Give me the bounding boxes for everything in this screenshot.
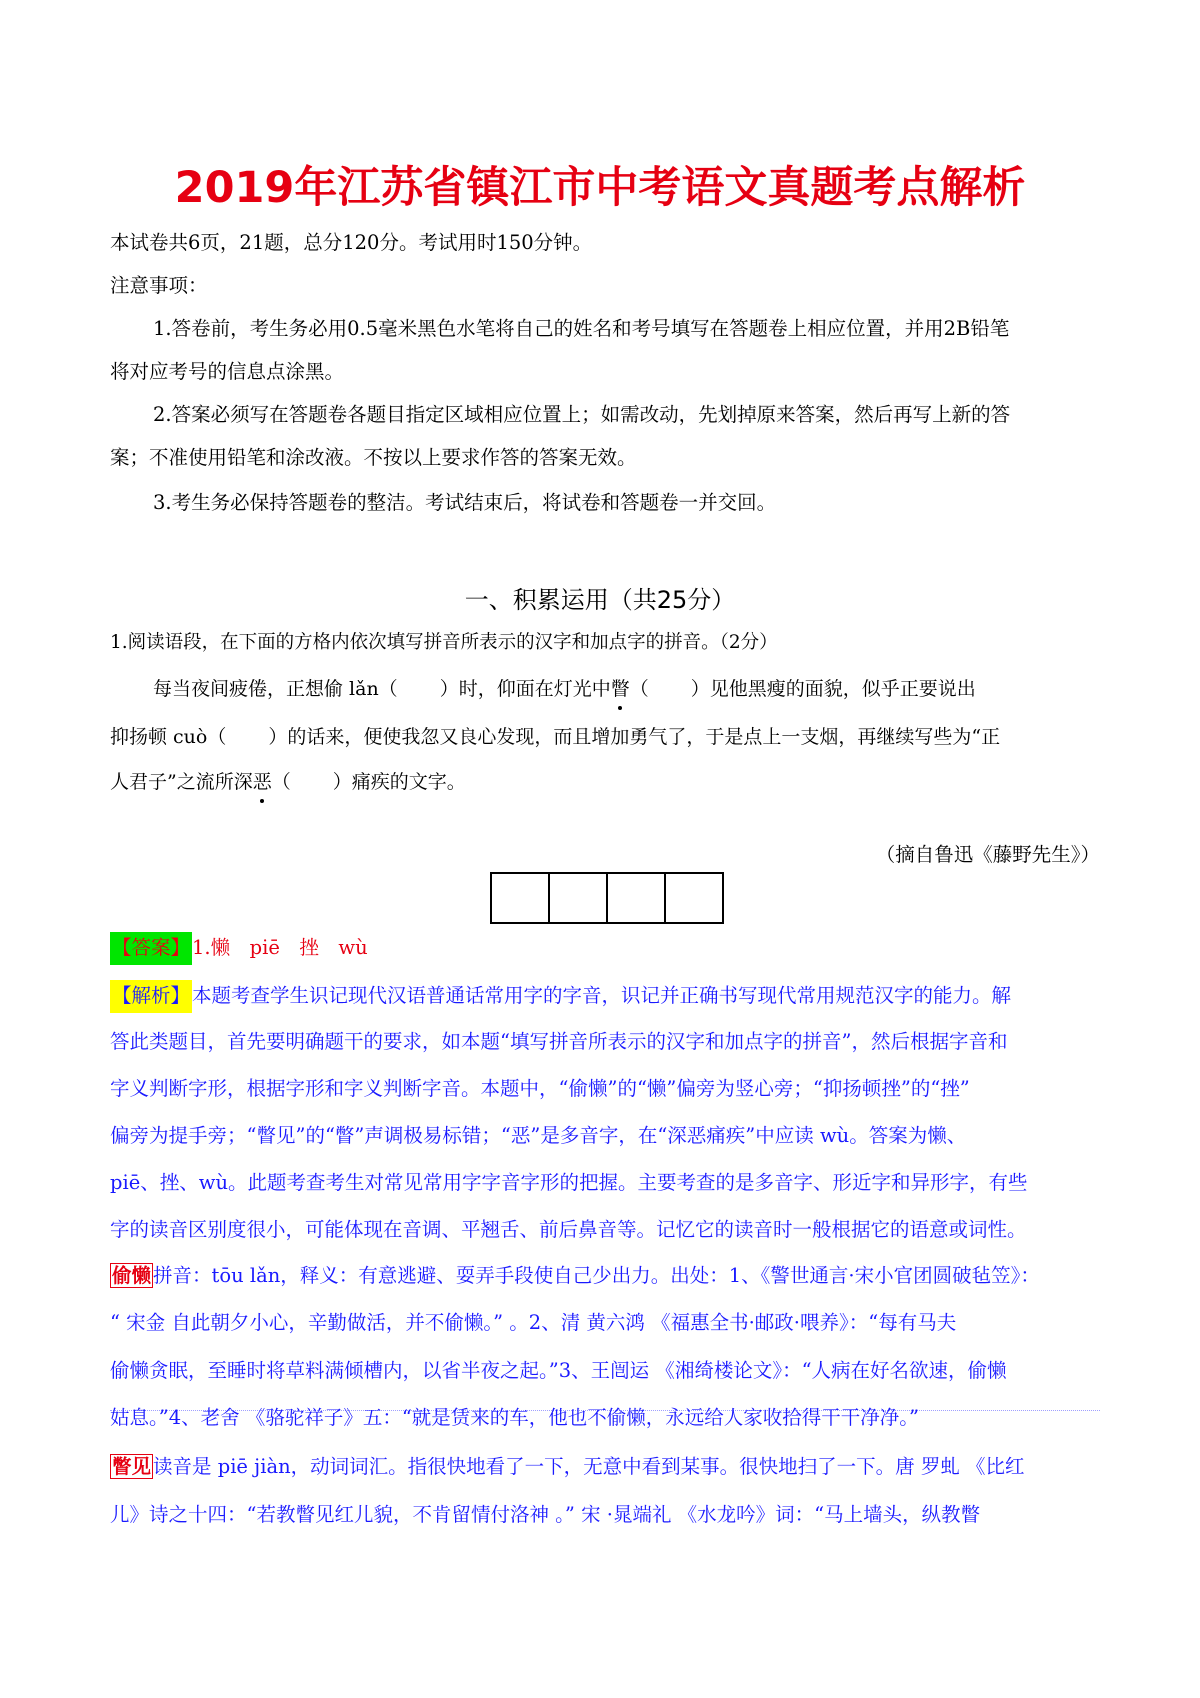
passage-source: （摘自鲁迅《藤野先生》） — [875, 843, 1100, 866]
answer-line — [110, 933, 1100, 963]
passage-line-1: 每当夜间疲倦，正想偷 lǎn（ ）时，仰面在灯光中瞥（ ）见他黑瘦的面貌，似乎正要说出 — [153, 674, 1143, 704]
answer-box — [664, 872, 724, 924]
analysis-line-5: piē、挫、wù。此题考查考生对常见常用字字音字形的把握。主要考查的是多音字、形近字和异形字，有些 — [110, 1171, 1028, 1194]
notice-item-2a: 2.答案必须写在答题卷各题目指定区域相应位置上；如需改动，先划掉原来答案，然后再写上新的答 — [153, 403, 1011, 426]
passage-line-2: 抑扬顿 cuò（ ）的话来，便使我忽又良心发现，而且增加勇气了，于是点上一支烟，再继续写些为“正 — [110, 726, 1001, 748]
answer-box — [548, 872, 608, 924]
answer-box — [490, 872, 550, 924]
notice-item-3: 3.考生务必保持答题卷的整洁。考试结束后，将试卷和答题卷一并交回。 — [153, 491, 777, 514]
answer-box — [606, 872, 666, 924]
analysis-tag: 【解析】 — [110, 980, 192, 1013]
term-1-line-1: 偷懒 拼音：tōu lǎn，释义：有意逃避、耍弄手段使自己少出力。出处：1、《警世通言·宋小官团圆破毡笠》： — [112, 1264, 1040, 1287]
analysis-line-6: 字的读音区别度很小，可能体现在音调、平翘舌、前后鼻音等。记忆它的读音时一般根据它的语意或词性。 — [110, 1218, 1027, 1241]
analysis-line-1: 【解析】 本题考查学生识记现代汉语普通话常用字的字音，识记并正确书写现代常用规范汉字的能力。解 — [110, 981, 1100, 1011]
notice-item-2b: 案；不准使用铅笔和涂改液。不按以上要求作答的答案无效。 — [110, 446, 637, 469]
notice-heading: 注意事项： — [110, 274, 208, 297]
term-1-line-3: 偷懒贪眠，至睡时将草料满倾槽内，以省半夜之起。”3、王闿运 《湘绮楼论文》：“人病在好名欲速，偷懒 — [110, 1359, 1007, 1382]
term-2-line-2: 儿》诗之十四：“若教瞥见红儿貌，不肯留情付洛神 。” 宋 ·晁端礼 《水龙吟》词：“马上墙头，纵教瞥 — [110, 1503, 981, 1526]
term-tag: 偷懒 — [112, 1264, 152, 1287]
document-title: 2019年江苏省镇江市中考语文真题考点解析 — [174, 163, 1026, 213]
answer-tag: 【答案】 — [110, 932, 192, 965]
analysis-line-3: 字义判断字形，根据字形和字义判断字音。本题中，“偷懒”的“懒”偏旁为竖心旁；“抑扬顿挫”的“挫” — [110, 1077, 970, 1100]
answer-grid — [490, 872, 724, 924]
dotted-char: 恶 — [253, 767, 272, 797]
term-1-line-4: 姑息。”4、老舍 《骆驼祥子》五：“就是赁来的车，他也不偷懒，永远给人家收拾得干干净净。” — [110, 1406, 920, 1429]
exam-info: 本试卷共6页，21题，总分120分。考试用时150分钟。 — [110, 231, 593, 254]
passage-line-3: 人君子”之流所深恶（ ）痛疾的文字。 — [110, 767, 1100, 797]
notice-item-1a: 1.答卷前，考生务必用0.5毫米黑色水笔将自己的姓名和考号填写在答题卷上相应位置，并用2B铅笔 — [153, 317, 1010, 340]
term-1-line-2: “ 宋金 自此朝夕小心，辛勤做活，并不偷懒。” 。2、清 黄六鸿 《福惠全书·邮政·喂养》：“每有马夫 — [110, 1311, 957, 1334]
question-1-prompt: 1.阅读语段，在下面的方格内依次填写拼音所表示的汉字和加点字的拼音。（2分） — [110, 632, 778, 653]
notice-item-1b: 将对应考号的信息点涂黑。 — [110, 360, 345, 383]
analysis-line-2: 答此类题目，首先要明确题干的要求，如本题“填写拼音所表示的汉字和加点字的拼音”，然后根据字音和 — [110, 1030, 1008, 1053]
answer-text: 1.懒 piē 挫 wù — [192, 936, 368, 959]
term-tag: 瞥见 — [112, 1455, 152, 1478]
term-2-line-1: 瞥见 读音是 piē jiàn，动词词汇。指很快地看了一下，无意中看到某事。很快地扫了一下。唐 罗虬 《比红 — [112, 1455, 1025, 1478]
section-title: 一、积累运用（共25分） — [464, 586, 736, 614]
analysis-line-4: 偏旁为提手旁；“瞥见”的“瞥”声调极易标错；“恶”是多音字，在“深恶痛疾”中应读 wù。答案为懒、 — [110, 1124, 967, 1147]
dotted-char: 瞥 — [611, 674, 630, 704]
